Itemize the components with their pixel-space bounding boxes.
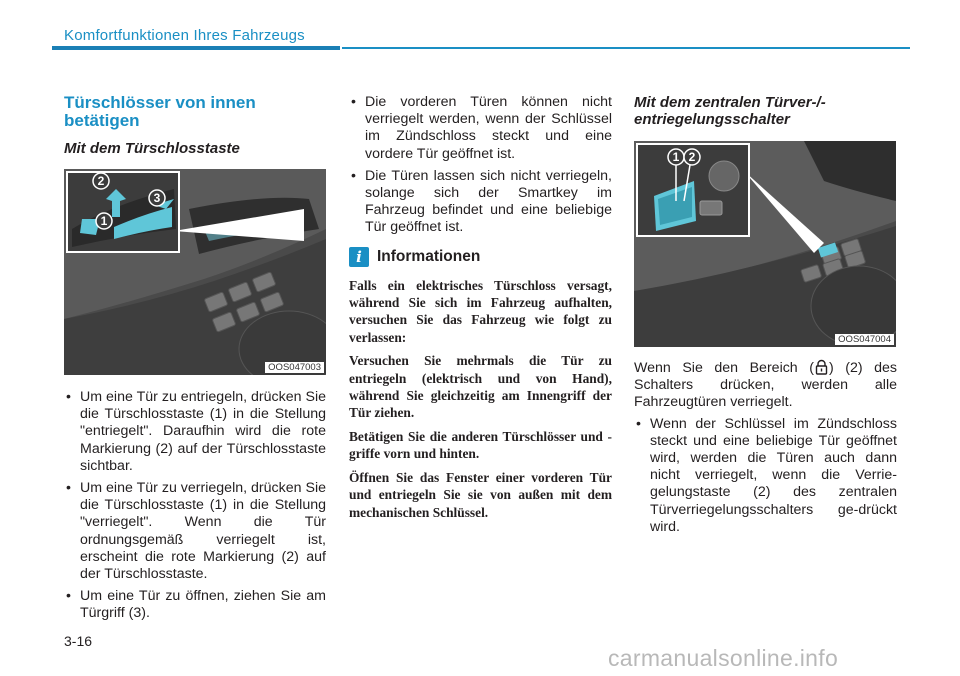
callout-3: 3	[153, 191, 161, 205]
door-switch-illustration	[634, 141, 896, 347]
list-item: • Die vorderen Türen können nicht verriegelt werden, wenn der Schlüssel im Zündschloss steckt und eine vordere Tür geöffnet ist.	[349, 94, 612, 163]
info-icon: i	[349, 247, 369, 267]
chapter-title: Komfortfunktionen Ihres Fahrzeugs	[64, 27, 305, 44]
paragraph-text-end: ) (2) des Schalters drücken, werden alle Fahrzeugtüren verriegelt.	[634, 360, 897, 411]
info-paragraph: Öffnen Sie das Fenster einer vorderen Tür und entriegeln Sie sie von außen mit dem mechanischen Schlüssel.	[349, 469, 612, 520]
figure-code: OOS047003	[265, 362, 324, 373]
info-paragraph: Versuchen Sie mehrmals die Tür zu entriegeln (elektrisch und von Hand), während Sie gleichzeitig am Innengriff der Tür ziehen.	[349, 353, 612, 421]
info-paragraph: Falls ein elektrisches Türschloss versagt, während Sie sich im Fahrzeug aufhalten, versuchen Sie das Fahrzeug wie folgt zu verlassen:	[349, 277, 612, 345]
central-lock-switch-figure	[634, 141, 896, 347]
callout-1: 1	[100, 214, 108, 228]
right-column	[634, 94, 897, 541]
list-item: • Um eine Tür zu öffnen, ziehen Sie am Türgriff (3).	[64, 588, 326, 622]
subsection-title: Mit dem zentralen Türver-/-entriegelungsschalter	[634, 94, 826, 128]
subsection-title: Mit dem Türschlosstaste	[64, 140, 240, 157]
left-bullet-list	[64, 389, 326, 623]
callout-2: 2	[97, 174, 105, 188]
left-column	[64, 94, 326, 628]
list-item: • Um eine Tür zu entriegeln, drücken Sie die Türschlosstaste (1) in die Stellung "entriegelt". Daraufhin wird die rote Markierung (2) auf der Türschlosstaste sichtbar.	[64, 389, 326, 475]
info-paragraph: Betätigen Sie die anderen Türschlösser und -griffe vorn und hinten.	[349, 428, 612, 462]
callout-1: 1	[672, 150, 680, 164]
section-title: Türschlösser von innen betätigen	[64, 93, 256, 130]
callout-2: 2	[688, 150, 696, 164]
lock-icon	[814, 359, 829, 375]
right-bullet-list	[634, 416, 897, 536]
info-header	[349, 247, 612, 267]
door-lock-button-figure	[64, 169, 326, 375]
header-rule	[342, 47, 910, 49]
list-item: • Wenn der Schlüssel im Zündschloss steckt und eine beliebige Tür geöffnet wird, werden die Türen auch dann nicht verriegelt, wenn die Verrie-gelungstaste (2) des zentralen Türverriegelungsschalters ge-drückt wird.	[634, 416, 897, 536]
paragraph-text-start: Wenn Sie den Bereich (	[634, 360, 814, 376]
door-panel-illustration	[64, 169, 326, 375]
middle-bullet-list	[349, 94, 612, 237]
list-item: • Um eine Tür zu verriegeln, drücken Sie die Türschlosstaste (1) in die Stellung "verriegelt". Wenn die Tür ordnungsgemäß verriegelt ist, erscheint die rote Markierung (2) auf der Türschlosstaste.	[64, 480, 326, 583]
page-number: 3-16	[64, 633, 93, 649]
middle-column	[349, 94, 612, 527]
info-title: Informationen	[377, 247, 481, 265]
list-item: • Die Türen lassen sich nicht verriegeln, solange sich der Smartkey im Fahrzeug befindet und eine beliebige Tür geöffnet ist.	[349, 168, 612, 237]
central-lock-paragraph	[634, 359, 897, 412]
watermark-text: carmanualsonline.info	[608, 645, 839, 671]
header-rule-accent	[52, 46, 340, 50]
figure-code: OOS047004	[835, 334, 894, 345]
